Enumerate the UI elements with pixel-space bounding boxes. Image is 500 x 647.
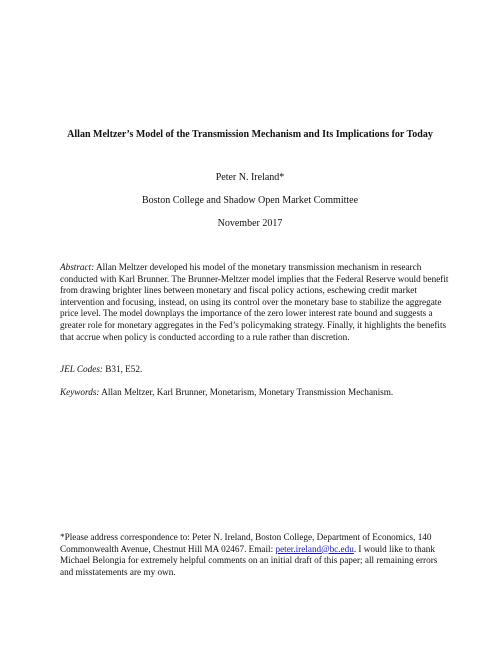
keywords-text: Allan Meltzer, Karl Brunner, Monetarism, Monetary Transmission Mechanism. [99,387,394,397]
paper-date: November 2017 [217,218,283,229]
jel-label: JEL Codes: [60,364,103,374]
keywords-label: Keywords: [60,387,100,397]
footnote-text-post: . I would like to thank Michael Belongia for extremely helpful comments on an initial draft of this paper; all remaining errors and misstatements are my own. [60,543,438,577]
keywords [60,387,450,399]
author-name: Peter N. Ireland* [215,172,285,183]
footnote [60,532,450,578]
email-link[interactable]: peter.ireland@bc.edu [275,543,354,554]
footnote-text-pre: *Please address correspondence to: Peter N. Ireland, Boston College, Department of Economics, 140 Commonwealth Avenue, Chestnut Hill MA 02467. Email: [60,532,432,554]
abstract-label: Abstract: [60,262,95,272]
abstract [60,262,450,343]
paper-title: Allan Meltzer’s Model of the Transmission Mechanism and Its Implications for Today [67,129,433,140]
jel-codes [60,364,450,376]
author-affiliation: Boston College and Shadow Open Market Committee [141,195,359,206]
abstract-text: Allan Meltzer developed his model of the monetary transmission mechanism in research conducted with Karl Brunner. The Brunner-Meltzer model implies that the Federal Reserve would benefit from drawing brighter lines between monetary and fiscal policy actions, eschewing credit market intervention and focusing, instead, on using its control over the monetary base to stabilize the aggregate price level. The model downplays the importance of the zero lower interest rate bound and suggests a greater role for monetary aggregates in the Fed’s policymaking strategy. Finally, it highlights the benefits that accrue when policy is conducted according to a rule rather than discretion. [60,262,449,342]
jel-text: B31, E52. [102,364,143,374]
